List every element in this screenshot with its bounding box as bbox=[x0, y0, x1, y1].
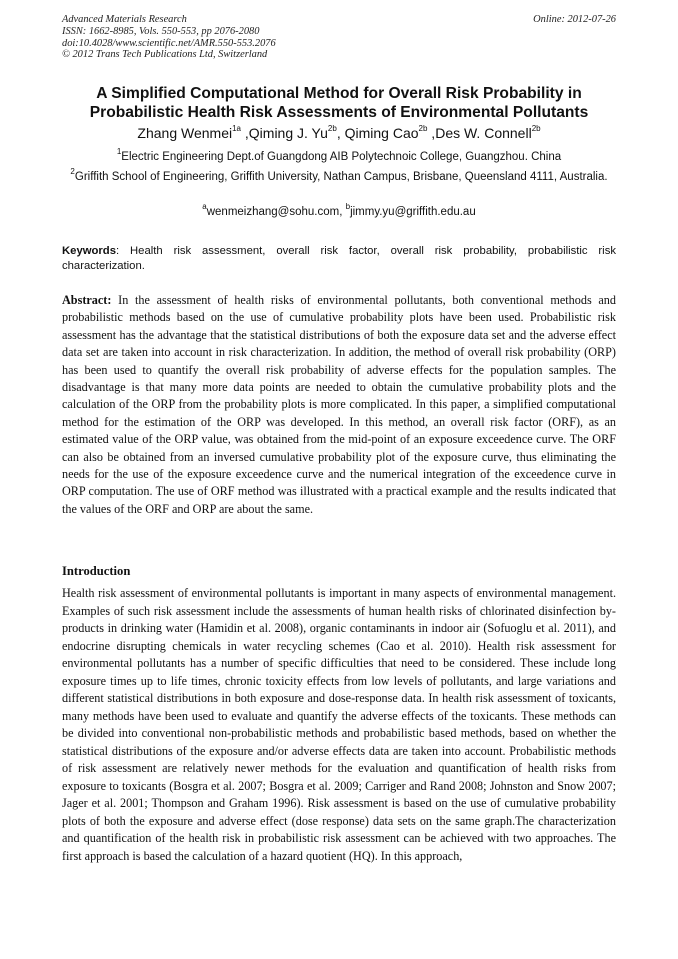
author-superscript: 1a bbox=[232, 124, 241, 134]
online-date: Online: 2012-07-26 bbox=[533, 14, 616, 25]
title-line-2: Probabilistic Health Risk Assessments of Environmental Pollutants bbox=[89, 104, 589, 121]
author-superscript: 2b bbox=[531, 124, 541, 134]
author-superscript: 2b bbox=[327, 124, 337, 134]
affiliation-2-text: Griffith School of Engineering, Griffith University, Nathan Campus, Brisbane, Queensland 4111, Australia. bbox=[74, 171, 608, 183]
author-name: Des W. Connell bbox=[435, 125, 532, 141]
keywords bbox=[62, 244, 616, 274]
affiliation-2 bbox=[62, 167, 616, 185]
author-separator: , bbox=[427, 125, 436, 141]
email-b[interactable]: jimmy.yu@griffith.edu.au bbox=[350, 206, 476, 218]
author-separator: , bbox=[241, 125, 249, 141]
affiliation-1-marker: 1 bbox=[116, 147, 122, 157]
author-separator: , bbox=[336, 125, 345, 141]
introduction-heading: Introduction bbox=[62, 564, 131, 578]
journal-header bbox=[62, 14, 616, 61]
keywords-label: Keywords bbox=[62, 245, 116, 257]
author-superscript: 2b bbox=[418, 124, 428, 134]
affiliation-2-marker: 2 bbox=[70, 167, 75, 177]
keywords-text: : Health risk assessment, overall risk factor, overall risk probability, probabilistic risk characterization. bbox=[62, 245, 616, 272]
abstract-text: In the assessment of health risks of environmental pollutants, both conventional methods and probabilistic methods based on the use of cumulative probability plots have been used. Probabilistic risk assessment has the advantage that the statistical distributions of both the exposure data set and the adverse effect data set are taken into account in risk characterization. In addition, the method of overall risk probability (ORP) has been used to quantify the overall risk probability of adverse effects for the population samples. The disadvantage is that many more data points are needed to obtain the cumulative probability plots and the calculation of the ORP from the probability plots is more complicated. In this paper, a simplified computational method for the estimation of the ORP was developed. In this method, an overall risk factor (ORF), as an estimated value of the ORP value, was obtained from the mid-point of an exposure exceedence curve. The ORF can also be obtained from an inversed cumulative probability plot of the exposure curve, thus eliminating the needs for the use of the exposure exceedence curve and the numerical integration of the exceedence curve in ORP computation. The use of ORF method was illustrated with a practical example and the results indicated that the values of the ORF and ORP are about the same. bbox=[62, 293, 616, 516]
author-name: Zhang Wenmei bbox=[137, 125, 233, 141]
doi-line: doi:10.4028/www.scientific.net/AMR.550-553.2076 bbox=[62, 37, 276, 49]
title-line-1: A Simplified Computational Method for Overall Risk Probability in bbox=[96, 85, 582, 102]
journal-name: Advanced Materials Research bbox=[62, 14, 187, 25]
abstract bbox=[62, 292, 616, 518]
email-a[interactable]: wenmeizhang@sohu.com, bbox=[206, 206, 346, 218]
affiliation-1 bbox=[62, 147, 616, 165]
paper-title bbox=[40, 84, 638, 122]
copyright-line: © 2012 Trans Tech Publications Ltd, Switzerland bbox=[62, 49, 268, 61]
email-b-marker: b bbox=[345, 202, 351, 212]
affiliation-1-text: Electric Engineering Dept.of Guangdong AIB Polytechnoic College, Guangzhou. China bbox=[121, 151, 562, 163]
author-name: Qiming Cao bbox=[344, 125, 419, 141]
introduction-paragraph: Health risk assessment of environmental pollutants is important in many aspects of environmental management. Examples of such risk assessment include the assessments of human health risks of chlorinated disinfection by-products in drinking water (Hamidin et al. 2008), organic contaminants in indoor air (Sofuoglu et al. 2011), and endocrine disrupting chemicals in water recycling schemes (Cao et al. 2010). Health risk assessment for environmental pollutants has a number of specific difficulties that need to be considered. These include long exposure times up to life times, chronic toxicity effects from low levels of pollutants, and large variations and different statistical distributions in both exposure and dose-response data. In health risk assessment of toxicants, many methods have been used to evaluate and quantify the adverse effects of the toxicants. These methods can be divided into conventional non-probabilistic methods and probabilistic based methods, based on whether the statistical distributions of the exposure and/or adverse effects data are taken into account. Probabilistic methods of risk assessment are relatively newer methods for the evaluation and quantification of health risks from exposure to toxicants (Bosgra et al. 2007; Bosgra et al. 2009; Carriger and Rand 2008; Johnston and Snow 2007; Jager et al. 2001; Thompson and Graham 1996). Risk assessment is based on the use of cumulative probability plots of both the exposure and adverse effect (dose response) data sets on the same graph.The characterization and quantification of the health risk in probabilistic risk assessment can be achieved with two approaches. The first approach is based the calculation of a hazard quotient (HQ). In this approach, bbox=[62, 586, 616, 863]
abstract-label: Abstract: bbox=[62, 293, 112, 307]
author-name: Qiming J. Yu bbox=[248, 125, 328, 141]
author-emails bbox=[62, 202, 616, 220]
author-list bbox=[40, 124, 638, 142]
issn-line: ISSN: 1662-8985, Vols. 550-553, pp 2076-2080 bbox=[62, 25, 260, 37]
email-a-marker: a bbox=[202, 202, 207, 212]
